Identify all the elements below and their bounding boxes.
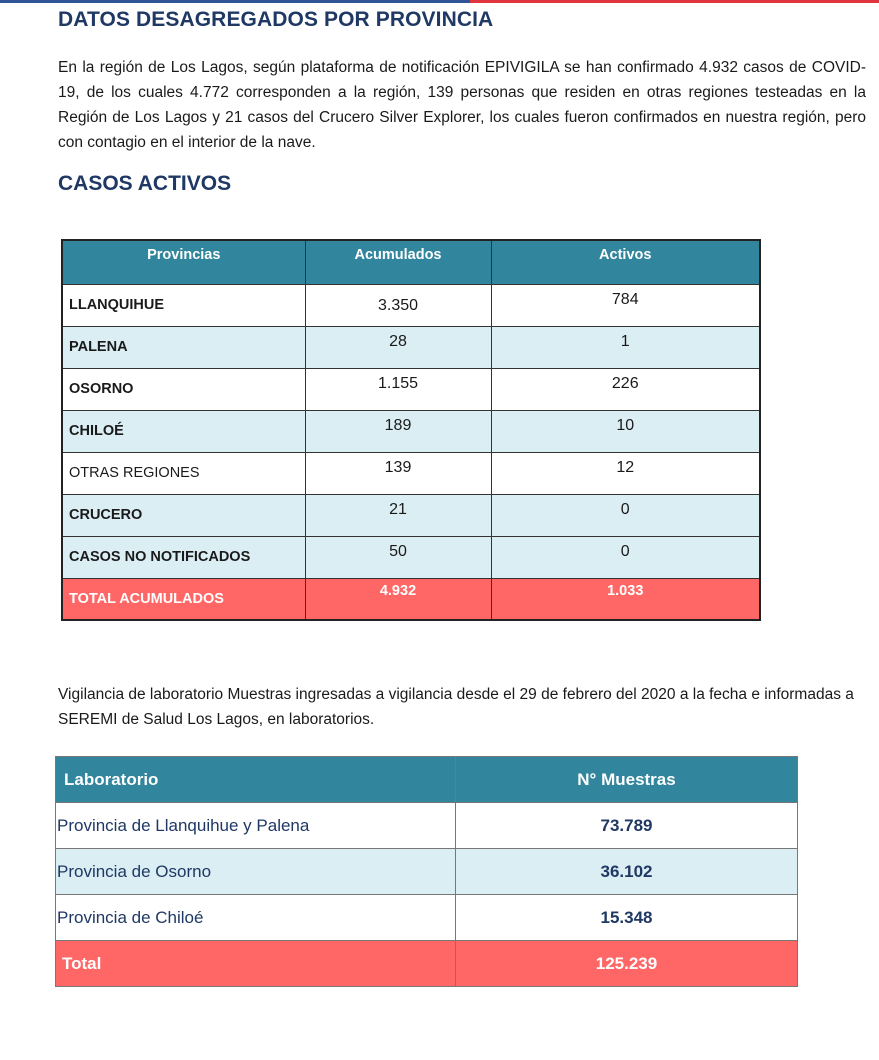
- top-accent-bar: [0, 0, 879, 4]
- table-row: [62, 410, 760, 452]
- acumulados-value: 1.155: [305, 368, 491, 410]
- table-row: [56, 803, 798, 849]
- activos-value: 1: [491, 326, 760, 368]
- lab-total-value: 125.239: [456, 941, 798, 987]
- header-provincias: Provincias: [62, 240, 305, 284]
- page-heading: DATOS DESAGREGADOS POR PROVINCIA: [58, 8, 494, 31]
- acumulados-value: 139: [305, 452, 491, 494]
- province-name: LLANQUIHUE: [62, 284, 305, 326]
- lab-table-header-row: [56, 757, 798, 803]
- section-title-casos-activos: CASOS ACTIVOS: [58, 172, 232, 195]
- acumulados-value: 50: [305, 536, 491, 578]
- activos-value: 10: [491, 410, 760, 452]
- top-accent-bar-blue: [0, 0, 470, 3]
- table-row: [62, 284, 760, 326]
- cases-total-row: [62, 578, 760, 620]
- lab-name: Provincia de Osorno: [56, 849, 456, 895]
- acumulados-value: 189: [305, 410, 491, 452]
- activos-value: 12: [491, 452, 760, 494]
- header-activos: Activos: [491, 240, 760, 284]
- table-row: [56, 895, 798, 941]
- muestras-value: 36.102: [456, 849, 798, 895]
- muestras-value: 73.789: [456, 803, 798, 849]
- province-name: OTRAS REGIONES: [62, 452, 305, 494]
- table-row: [56, 849, 798, 895]
- lab-name: Provincia de Llanquihue y Palena: [56, 803, 456, 849]
- lab-surveillance-paragraph: Vigilancia de laboratorio Muestras ingresadas a vigilancia desde el 29 de febrero del 2020 a la fecha e informadas a SEREMI de Salud Los Lagos, en laboratorios.: [58, 686, 854, 728]
- lab-total-row: [56, 941, 798, 987]
- table-row: [62, 536, 760, 578]
- header-muestras: N° Muestras: [456, 757, 798, 803]
- table-row: [62, 494, 760, 536]
- lab-table: [55, 756, 798, 987]
- total-acumulados-value: 4.932: [305, 578, 491, 620]
- province-name: OSORNO: [62, 368, 305, 410]
- total-label: TOTAL ACUMULADOS: [62, 578, 305, 620]
- lab-name: Provincia de Chiloé: [56, 895, 456, 941]
- province-name: CASOS NO NOTIFICADOS: [62, 536, 305, 578]
- top-accent-bar-red: [470, 0, 879, 3]
- activos-value: 784: [491, 284, 760, 326]
- activos-value: 0: [491, 536, 760, 578]
- table-row: [62, 326, 760, 368]
- total-activos-value: 1.033: [491, 578, 760, 620]
- muestras-value: 15.348: [456, 895, 798, 941]
- cases-table-header-row: [62, 240, 760, 284]
- table-row: [62, 452, 760, 494]
- lab-total-label: Total: [56, 941, 456, 987]
- cases-table: [61, 239, 761, 621]
- province-name: PALENA: [62, 326, 305, 368]
- header-laboratorio: Laboratorio: [56, 757, 456, 803]
- header-acumulados: Acumulados: [305, 240, 491, 284]
- intro-paragraph: En la región de Los Lagos, según plataforma de notificación EPIVIGILA se han confirmado 4.932 casos de COVID-19, de los cuales 4.772 corresponden a la región, 139 personas que residen en otras regiones testeadas en la Región de Los Lagos y 21 casos del Crucero Silver Explorer, los cuales fueron confirmados en nuestra región, pero con contagio en el interior de la nave.: [58, 59, 866, 151]
- acumulados-value: 28: [305, 326, 491, 368]
- activos-value: 0: [491, 494, 760, 536]
- activos-value: 226: [491, 368, 760, 410]
- acumulados-value: 21: [305, 494, 491, 536]
- province-name: CRUCERO: [62, 494, 305, 536]
- province-name: CHILOÉ: [62, 410, 305, 452]
- acumulados-value: 3.350: [305, 284, 491, 326]
- table-row: [62, 368, 760, 410]
